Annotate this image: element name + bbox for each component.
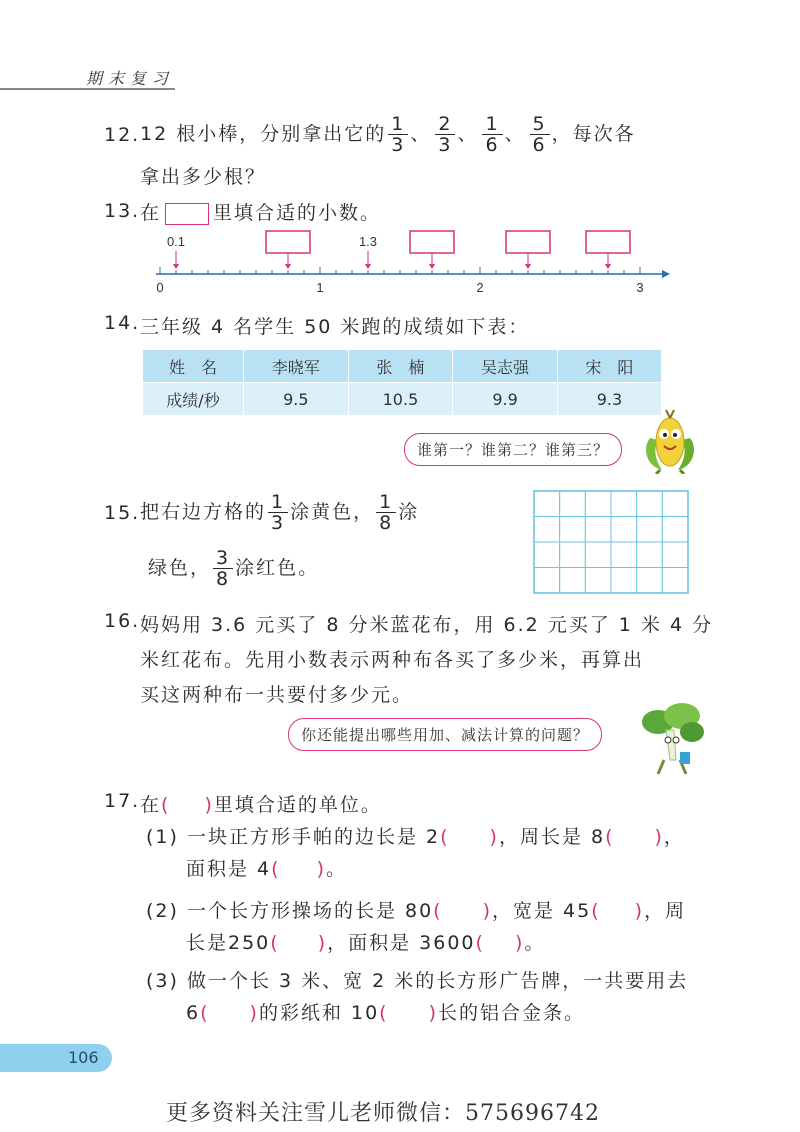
tick-label: 2 — [476, 280, 484, 295]
pointer-arrow — [525, 264, 531, 269]
grid-cell — [637, 542, 663, 568]
grid-cell — [637, 491, 663, 517]
table-row — [143, 383, 661, 416]
given-value-label: 0.1 — [166, 234, 186, 249]
fraction: $\frac{3}{8}$ — [213, 548, 233, 589]
axis-arrow — [662, 270, 670, 278]
table-header-cell: 张 楠 — [348, 350, 453, 383]
grid-cell — [534, 568, 560, 594]
pointer-arrow — [429, 264, 435, 269]
q13-instruction: 在 里填合适的小数。 — [140, 202, 382, 224]
pointer-arrow — [173, 264, 179, 269]
watermark-text: 更多资料关注雪儿老师微信：575696742 — [166, 1101, 600, 1126]
table-cell: 9.5 — [244, 383, 349, 416]
answer-box — [266, 231, 310, 253]
tick-label: 0 — [156, 280, 164, 295]
grid-cell — [611, 517, 637, 543]
speech-bubble-q14: 谁第一？谁第二？谁第三？ — [404, 433, 622, 466]
table-header-cell: 姓 名 — [143, 350, 244, 383]
q17-s2-line2: 长是250( )，面积是 3600( )。 — [186, 932, 546, 954]
pointer-arrow — [285, 264, 291, 269]
grid-cell — [585, 517, 611, 543]
fraction: $\frac{1}{6}$ — [482, 114, 502, 155]
speech-bubble-q16: 你还能提出哪些用加、减法计算的问题？ — [288, 718, 602, 751]
table-header-cell: 李晓军 — [244, 350, 349, 383]
grid-cell — [662, 542, 688, 568]
q12-line1: 12 根小棒，分别拿出它的 $\frac{1}{3}$ 、 $\frac{2}{3}$ 、 $\frac{1}{6}$ 、 $\frac{5}{6}$ ，每次各 — [140, 113, 636, 156]
grid-cell — [637, 517, 663, 543]
q14-text: 三年级 4 名学生 50 米跑的成绩如下表： — [140, 316, 530, 338]
pointer-arrow — [365, 264, 371, 269]
table-header-cell: 宋 阳 — [557, 350, 661, 383]
q16-line1: 妈妈用 3.6 元买了 8 分米蓝花布，用 6.2 元买了 1 米 4 分 — [140, 614, 714, 636]
grid-cell — [560, 491, 586, 517]
grid-cell — [662, 568, 688, 594]
number-line — [140, 226, 680, 298]
table-header-cell: 吴志强 — [453, 350, 558, 383]
tick-label: 1 — [316, 280, 324, 295]
q16-line2: 米红花布。先用小数表示两种布各买了多少米，再算出 — [140, 649, 645, 671]
q17-s2-line1: (2) 一个长方形操场的长是 80( )，宽是 45( )，周 — [146, 900, 687, 922]
given-value-label: 1.3 — [358, 234, 378, 249]
grid-cell — [585, 568, 611, 594]
q12-text-a: 12 根小棒，分别拿出它的 — [140, 123, 387, 145]
grid-cell — [560, 517, 586, 543]
q13-number: 13. — [104, 200, 141, 222]
grid-cell — [534, 491, 560, 517]
answer-box — [410, 231, 454, 253]
cabbage-mascot-icon — [636, 700, 706, 780]
q15-line1: 把右边方格的 $\frac{1}{3}$ 涂黄色， $\frac{1}{8}$ 涂 — [140, 491, 420, 534]
coloring-grid — [533, 490, 689, 594]
fraction: $\frac{1}{3}$ — [388, 114, 408, 155]
grid-cell — [534, 517, 560, 543]
table-cell: 9.3 — [557, 383, 661, 416]
q17-instruction: 在( )里填合适的单位。 — [140, 794, 382, 816]
page-number: 106 — [68, 1048, 99, 1067]
grid-cell — [560, 542, 586, 568]
q17-s3-line2: 6( )的彩纸和 10( )长的铝合金条。 — [186, 1002, 586, 1024]
q14-number: 14. — [104, 312, 141, 334]
grid-cell — [611, 542, 637, 568]
q12-number: 12. — [104, 124, 141, 146]
q17-s1-line2: 面积是 4( )。 — [186, 858, 347, 880]
table-header-row — [143, 350, 661, 383]
q15-line2: 绿色， $\frac{3}{8}$ 涂红色。 — [148, 547, 320, 590]
q16-line3: 买这两种布一共要付多少元。 — [140, 684, 414, 706]
q15-number: 15. — [104, 502, 141, 524]
answer-box-sample — [165, 203, 209, 225]
q17-s1-line1: (1) 一块正方形手帕的边长是 2( )，周长是 8( )， — [146, 826, 685, 848]
table-cell: 10.5 — [348, 383, 453, 416]
grid-cell — [637, 568, 663, 594]
q17-s3-line1: (3) 做一个长 3 米、宽 2 米的长方形广告牌，一共要用去 — [146, 970, 689, 992]
grid-cell — [611, 491, 637, 517]
section-title: 期末复习 — [86, 69, 175, 88]
q12-text-b: ，每次各 — [551, 123, 636, 145]
grid-cell — [585, 491, 611, 517]
fraction: $\frac{1}{8}$ — [376, 492, 396, 533]
q16-number: 16. — [104, 610, 141, 632]
pointer-arrow — [605, 264, 611, 269]
q17-number: 17. — [104, 790, 141, 812]
grid-cell — [534, 542, 560, 568]
answer-box — [506, 231, 550, 253]
table-cell: 9.9 — [453, 383, 558, 416]
answer-box — [586, 231, 630, 253]
grid-cell — [585, 542, 611, 568]
grid-cell — [611, 568, 637, 594]
tick-label: 3 — [636, 280, 644, 295]
fraction: $\frac{5}{6}$ — [530, 114, 550, 155]
score-table — [143, 350, 661, 415]
grid-cell — [662, 517, 688, 543]
corn-mascot-icon — [640, 408, 700, 474]
grid-cell — [662, 491, 688, 517]
fraction: $\frac{2}{3}$ — [435, 114, 455, 155]
q12-line2: 拿出多少根？ — [140, 166, 267, 188]
table-cell: 成绩/秒 — [143, 383, 244, 416]
fraction: $\frac{1}{3}$ — [268, 492, 288, 533]
grid-cell — [560, 568, 586, 594]
